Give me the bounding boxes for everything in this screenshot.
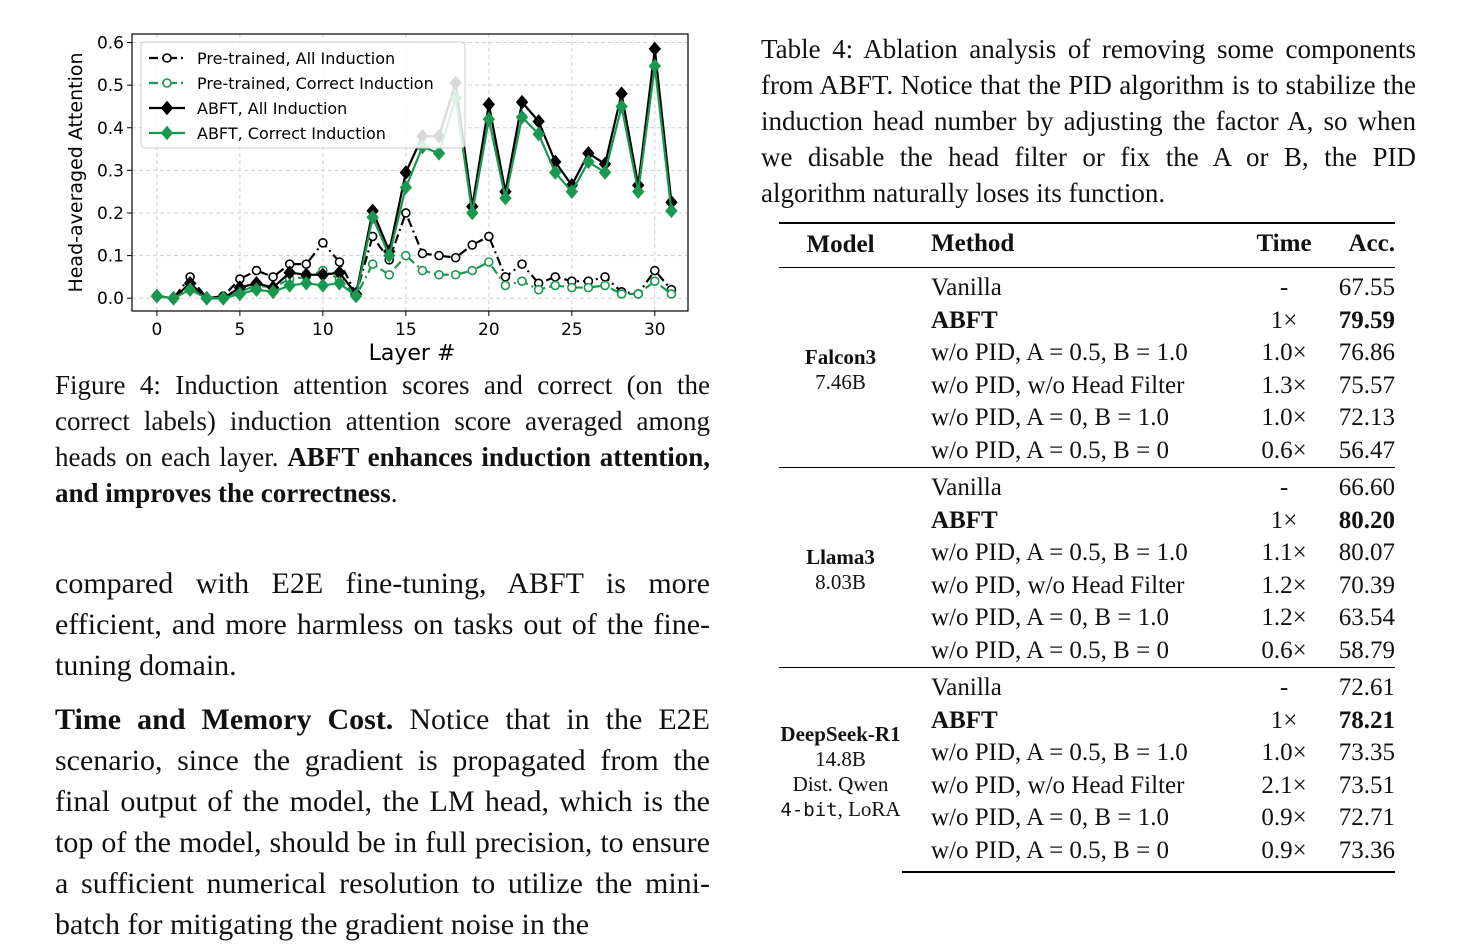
acc-cell: 78.21 [1338, 706, 1395, 734]
table-row [779, 668, 1395, 705]
data-point [435, 252, 443, 260]
acc-cell: 70.39 [1338, 571, 1395, 599]
model-cell [779, 668, 902, 873]
model-detail-mono: 4-bit [780, 798, 838, 821]
figure-caption [55, 367, 710, 511]
method-cell: w/o PID, w/o Head Filter [931, 371, 1185, 399]
method-cell: w/o PID, A = 0, B = 1.0 [931, 404, 1169, 431]
legend-marker [163, 79, 171, 87]
data-point [402, 252, 410, 260]
acc-cell: 66.60 [1320, 468, 1395, 505]
data-point [601, 281, 609, 289]
y-tick-label: 0.4 [96, 118, 124, 139]
acc-cell: 80.20 [1338, 506, 1395, 534]
model-detail: 7.46B [815, 369, 866, 394]
method-cell: w/o PID, w/o Head Filter [931, 571, 1185, 599]
model-detail: 8.03B [815, 569, 866, 594]
time-cell: 1× [1270, 306, 1298, 334]
acc-cell: 63.54 [1338, 604, 1395, 631]
data-point [435, 271, 443, 279]
table-caption [761, 31, 1416, 211]
table-caption-text: Ablation analysis of removing some components from ABFT. Notice that the PID algorithm is to stabilize the induction head number by adjusting the factor A, so when we disable the head filter or fix the A or B, the PID algorithm naturally loses its function. [761, 34, 1416, 208]
x-tick-label: 0 [151, 320, 163, 340]
data-point [667, 290, 675, 298]
data-point [485, 258, 493, 266]
data-point [551, 273, 559, 281]
data-point [151, 290, 162, 303]
method-cell: Vanilla [931, 274, 1002, 301]
x-tick-label: 30 [643, 320, 666, 340]
data-point [584, 284, 592, 292]
time-cell: 1× [1270, 706, 1298, 734]
acc-cell: 80.07 [1338, 539, 1395, 566]
y-tick-label: 0.2 [96, 203, 124, 224]
x-tick-label: 25 [561, 320, 583, 340]
acc-cell: 73.35 [1338, 739, 1395, 766]
time-cell: - [1248, 668, 1320, 705]
acc-cell: 72.71 [1338, 804, 1395, 831]
method-cell: w/o PID, A = 0.5, B = 0 [931, 636, 1169, 664]
data-point [418, 249, 426, 257]
data-point [468, 267, 476, 275]
data-point [418, 267, 426, 275]
acc-cell: 76.86 [1338, 339, 1395, 366]
legend-label: ABFT, All Induction [197, 99, 348, 118]
method-cell: w/o PID, A = 0.5, B = 1.0 [931, 739, 1188, 766]
x-tick-label: 5 [234, 320, 246, 340]
model-name: DeepSeek-R1 [780, 721, 901, 746]
data-point [551, 281, 559, 289]
data-point [335, 258, 343, 266]
induction-attention-chart [0, 0, 740, 370]
time-cell: 0.6× [1261, 636, 1307, 664]
paragraph-heading: Time and Memory Cost. [55, 703, 394, 736]
data-point [616, 87, 627, 100]
time-cell: 0.9× [1248, 835, 1320, 873]
method-cell: Vanilla [902, 668, 1248, 705]
time-cell: 0.9× [1261, 804, 1307, 831]
paragraph-text: Notice that in the E2E scenario, since the gradient is propagated from the final output of the model, the LM head, which is the top of the model, should be in full precision, to ensure a sufficient numerical resolution to utilize the mini-batch for mitigating the gradient noise in the [55, 703, 710, 941]
time-cell: 0.6× [1261, 436, 1307, 464]
data-point [269, 273, 277, 281]
x-tick-label: 20 [478, 320, 500, 340]
y-tick-label: 0.6 [96, 33, 124, 54]
y-axis-label: Head-averaged Attention [65, 52, 87, 293]
data-point [317, 279, 328, 292]
acc-cell: 72.61 [1320, 668, 1395, 705]
time-cell: 1.1× [1261, 539, 1307, 566]
legend-label: ABFT, Correct Induction [197, 124, 386, 143]
data-point [649, 59, 660, 72]
time-cell: 1.2× [1261, 604, 1307, 631]
method-cell: Vanilla [902, 468, 1248, 505]
data-point [634, 290, 642, 298]
data-point [599, 166, 610, 179]
data-point [651, 277, 659, 285]
x-axis-label: Layer # [368, 341, 456, 366]
model-detail: 4-bit, LoRA [780, 796, 901, 821]
data-point [302, 260, 310, 268]
method-cell: w/o PID, A = 0.5, B = 1.0 [931, 339, 1188, 366]
data-point [485, 232, 493, 240]
table-row [779, 268, 1395, 305]
data-point [452, 254, 460, 262]
data-point [518, 277, 526, 285]
data-point [501, 273, 509, 281]
acc-cell: 79.59 [1338, 306, 1395, 334]
data-point [535, 286, 543, 294]
method-cell: w/o PID, A = 0.5, B = 0 [902, 835, 1248, 873]
body-paragraph-2 [55, 699, 710, 945]
acc-cell: 58.79 [1338, 636, 1395, 664]
table-body [779, 268, 1395, 873]
data-point [252, 267, 260, 275]
time-cell: 1.3× [1261, 371, 1307, 399]
legend-label: Pre-trained, All Induction [197, 49, 396, 68]
ablation-table [779, 222, 1395, 873]
data-point [618, 290, 626, 298]
y-tick-label: 0.1 [96, 246, 124, 267]
table-row [779, 468, 1395, 505]
data-point [518, 260, 526, 268]
data-point [452, 271, 460, 279]
data-point [483, 98, 494, 111]
table-caption-prefix: Table 4: [761, 34, 864, 64]
time-cell: 1.0× [1261, 339, 1307, 366]
header-acc: Acc. [1320, 223, 1395, 268]
data-point [501, 281, 509, 289]
time-cell: - [1248, 468, 1320, 505]
time-cell: 2.1× [1261, 771, 1307, 799]
acc-cell: 75.57 [1338, 371, 1395, 399]
figure-caption-suffix: . [390, 478, 398, 508]
legend-marker [163, 54, 171, 62]
y-tick-label: 0.3 [96, 161, 124, 182]
acc-cell: 73.51 [1338, 771, 1395, 799]
data-point [649, 42, 660, 55]
data-point [666, 204, 677, 217]
data-point [434, 147, 445, 160]
method-cell: w/o PID, w/o Head Filter [931, 771, 1185, 799]
data-point [385, 271, 393, 279]
data-point [601, 273, 609, 281]
time-cell: 1.0× [1261, 739, 1307, 766]
model-name: Llama3 [806, 544, 875, 569]
model-cell [779, 468, 902, 668]
acc-cell: 56.47 [1338, 436, 1395, 464]
header-model: Model [779, 223, 902, 268]
data-point [402, 209, 410, 217]
table-header-row [779, 223, 1395, 268]
data-point [468, 241, 476, 249]
model-name: Falcon3 [804, 344, 877, 369]
y-tick-label: 0.5 [96, 76, 124, 97]
figure-caption-prefix: Figure 4: [55, 370, 176, 400]
figure-caption-text: Induction attention scores and correct (on the correct labels) induction attention score averaged among heads on each layer. [55, 370, 710, 472]
legend-label: Pre-trained, Correct Induction [197, 74, 434, 93]
time-cell: 1.0× [1261, 404, 1307, 431]
acc-cell: 73.36 [1320, 835, 1395, 873]
time-cell: 1.2× [1261, 571, 1307, 599]
model-detail: 14.8B [815, 746, 866, 771]
model-cell [779, 268, 902, 468]
method-cell: ABFT [931, 506, 998, 534]
method-cell: w/o PID, A = 0, B = 1.0 [931, 604, 1169, 631]
figure-caption-bold: ABFT enhances induction attention, and improves the correctness [55, 442, 710, 508]
body-paragraph-1: compared with E2E fine-tuning, ABFT is more efficient, and more harmless on tasks out of the fine-tuning domain. [55, 567, 710, 682]
data-point [369, 260, 377, 268]
time-cell: 1× [1270, 506, 1298, 534]
data-point [583, 155, 594, 168]
x-tick-label: 15 [395, 320, 417, 340]
acc-cell: 72.13 [1338, 404, 1395, 431]
x-tick-label: 10 [312, 320, 334, 340]
acc-cell: 67.55 [1338, 274, 1395, 301]
method-cell: w/o PID, A = 0.5, B = 0 [931, 436, 1169, 464]
method-cell: w/o PID, A = 0.5, B = 1.0 [931, 539, 1188, 566]
data-point [568, 284, 576, 292]
data-point [319, 239, 327, 247]
method-cell: ABFT [931, 306, 998, 334]
y-tick-label: 0.0 [96, 289, 124, 310]
header-time: Time [1248, 223, 1320, 268]
method-cell: ABFT [931, 706, 998, 734]
model-detail: Dist. Qwen [792, 771, 889, 796]
data-point [651, 267, 659, 275]
header-method: Method [902, 223, 1248, 268]
method-cell: w/o PID, A = 0, B = 1.0 [931, 804, 1169, 831]
time-cell: - [1279, 274, 1289, 301]
